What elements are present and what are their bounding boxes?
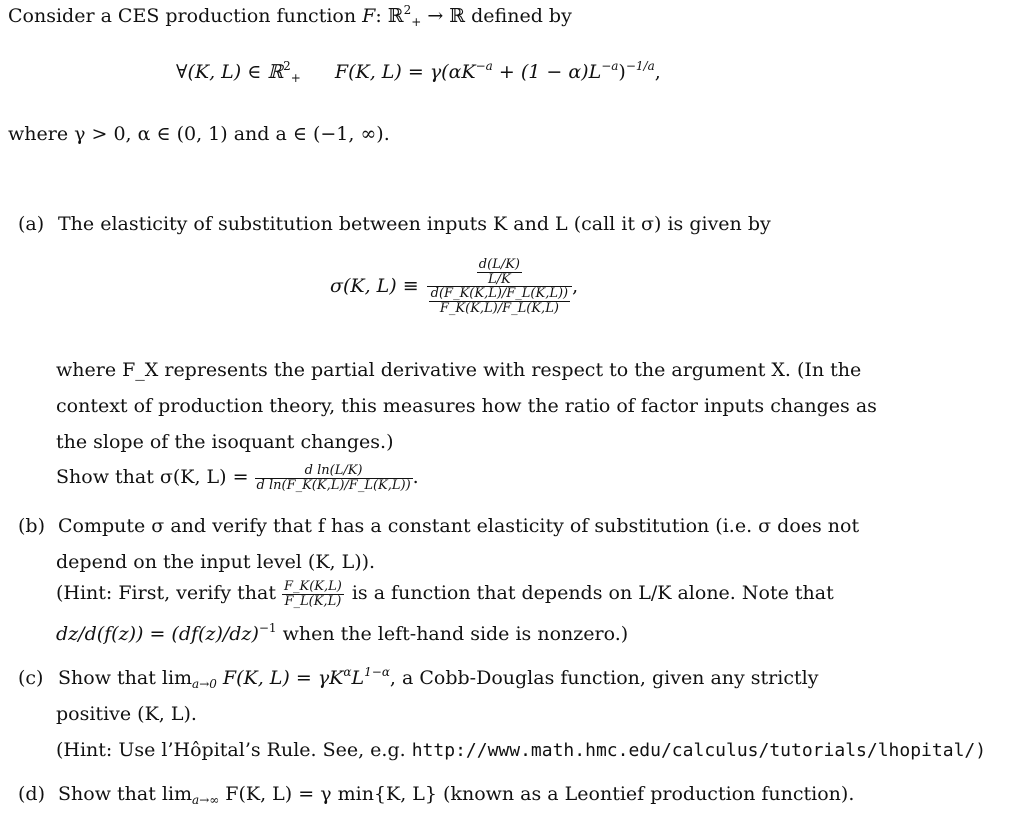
part-c-text2: positive (K, L). bbox=[56, 703, 197, 725]
part-b-line2 bbox=[56, 552, 375, 574]
intro-suffix: defined by bbox=[471, 5, 572, 27]
part-b-hint bbox=[56, 580, 834, 608]
part-b-hint-prefix: (Hint: First, verify that bbox=[56, 582, 276, 605]
part-a-para2-text: context of production theory, this measures how the ratio of factor inputs changes as bbox=[56, 395, 877, 417]
def-forall-sup: 2 bbox=[283, 59, 291, 73]
part-d-label: (d) bbox=[18, 783, 45, 805]
part-a-text: The elasticity of substitution between inputs K and L (call it σ) is given by bbox=[58, 213, 771, 235]
part-c-line2 bbox=[56, 704, 197, 726]
def-lhs: F(K, L) = γ(αK bbox=[334, 61, 476, 83]
sigma-num-den: L/K bbox=[488, 271, 511, 287]
sigma-outer-den bbox=[427, 287, 572, 315]
part-a-show-fraction bbox=[255, 464, 413, 492]
part-b-hint-fraction bbox=[282, 580, 344, 608]
part-a-para3-text: the slope of the isoquant changes.) bbox=[56, 431, 394, 453]
part-b-line1 bbox=[18, 516, 859, 538]
part-b-hint-den: F_L(K,L) bbox=[284, 593, 342, 609]
part-b-line4-exp: −1 bbox=[258, 621, 277, 635]
intro-F: F bbox=[362, 5, 376, 27]
part-a-label: (a) bbox=[18, 213, 45, 235]
intro-domain-sup: 2 bbox=[403, 3, 412, 17]
intro-codomain: ℝ bbox=[449, 5, 466, 27]
part-a-para2 bbox=[56, 396, 877, 418]
intro-domain: ℝ bbox=[387, 5, 404, 27]
part-a-para1 bbox=[56, 360, 861, 382]
intro-domain-sub: + bbox=[411, 15, 422, 29]
part-a-show bbox=[56, 464, 419, 492]
sigma-lhs: σ(K, L) ≡ bbox=[330, 274, 419, 297]
part-c-label: (c) bbox=[18, 667, 44, 689]
sigma-fraction bbox=[427, 258, 572, 316]
def-forall-sub: + bbox=[290, 71, 301, 85]
part-c-suffix: , a Cobb-Douglas function, given any strictly bbox=[389, 667, 819, 689]
intro-colon: : bbox=[375, 5, 382, 27]
part-c-exp-alpha: α bbox=[343, 665, 352, 679]
part-a-show-den: d ln(F_K(K,L)/F_L(K,L)) bbox=[256, 477, 411, 493]
part-c-hint-prefix: (Hint: Use l’Hôpital’s Rule. See, e.g. bbox=[56, 739, 406, 761]
def-exp-neg-a-2: −a bbox=[601, 59, 619, 73]
definition-equation bbox=[176, 59, 661, 85]
part-a-para1-text: where F_X represents the partial derivative with respect to the argument X. (In the bbox=[56, 359, 862, 381]
part-b-line4 bbox=[56, 621, 629, 646]
where-text: where γ > 0, α ∈ (0, 1) and a ∈ (−1, ∞). bbox=[8, 123, 390, 145]
def-mid: + (1 − α)L bbox=[492, 61, 602, 83]
part-b-line4-eq: dz/d(f(z)) = (df(z)/dz) bbox=[56, 623, 259, 645]
part-c-hint bbox=[56, 740, 986, 762]
sigma-num-num: d(L/K) bbox=[478, 257, 520, 272]
part-b-label: (b) bbox=[18, 515, 45, 537]
def-comma: , bbox=[654, 61, 661, 83]
part-a-show-end: . bbox=[412, 466, 419, 489]
def-exp-inv: −1/a bbox=[625, 59, 655, 73]
sigma-den-num: d(F_K(K,L)/F_L(K,L)) bbox=[430, 286, 569, 302]
part-c-mid: F(K, L) = γK bbox=[216, 667, 344, 689]
part-c-line1 bbox=[18, 665, 819, 691]
part-c-L: L bbox=[351, 667, 365, 689]
intro-line bbox=[8, 3, 572, 29]
part-a-para3 bbox=[56, 432, 394, 454]
part-a-show-num: d ln(L/K) bbox=[304, 463, 363, 478]
part-b-hint-suffix: is a function that depends on L/K alone. Note that bbox=[351, 582, 834, 605]
part-a-line1 bbox=[18, 214, 771, 236]
part-a-show-prefix: Show that σ(K, L) = bbox=[56, 466, 249, 489]
def-end: ) bbox=[618, 61, 626, 83]
part-d-line bbox=[18, 784, 854, 806]
part-c-hint-url[interactable]: http://www.math.hmc.edu/calculus/tutorials/lhopital/) bbox=[411, 740, 987, 761]
where-line bbox=[8, 124, 390, 146]
part-c-prefix: Show that lim bbox=[58, 667, 193, 689]
part-c-exp-one-minus: 1−α bbox=[364, 665, 390, 679]
sigma-trail: , bbox=[572, 274, 579, 297]
def-exp-neg-a: −a bbox=[475, 59, 493, 73]
part-b-line4-suffix: when the left-hand side is nonzero.) bbox=[282, 623, 629, 645]
sigma-den-den: F_K(K,L)/F_L(K,L) bbox=[439, 300, 559, 316]
sigma-definition bbox=[330, 258, 578, 316]
def-forall: ∀(K, L) ∈ ℝ bbox=[176, 61, 284, 83]
part-c-lim-sub: a→0 bbox=[192, 677, 217, 691]
part-d-prefix: Show that lim bbox=[58, 783, 193, 805]
intro-arrow: → bbox=[427, 5, 444, 27]
part-b-text2: depend on the input level (K, L)). bbox=[56, 551, 376, 573]
sigma-outer-num bbox=[475, 258, 524, 286]
part-d-lim-sub: a→∞ bbox=[192, 793, 220, 807]
intro-prefix: Consider a CES production function bbox=[8, 5, 357, 27]
part-b-hint-num: F_K(K,L) bbox=[283, 579, 342, 594]
part-b-text1: Compute σ and verify that f has a constant elasticity of substitution (i.e. σ does not bbox=[58, 515, 860, 537]
part-d-suffix: F(K, L) = γ min{K, L} (known as a Leontief production function). bbox=[219, 783, 855, 805]
